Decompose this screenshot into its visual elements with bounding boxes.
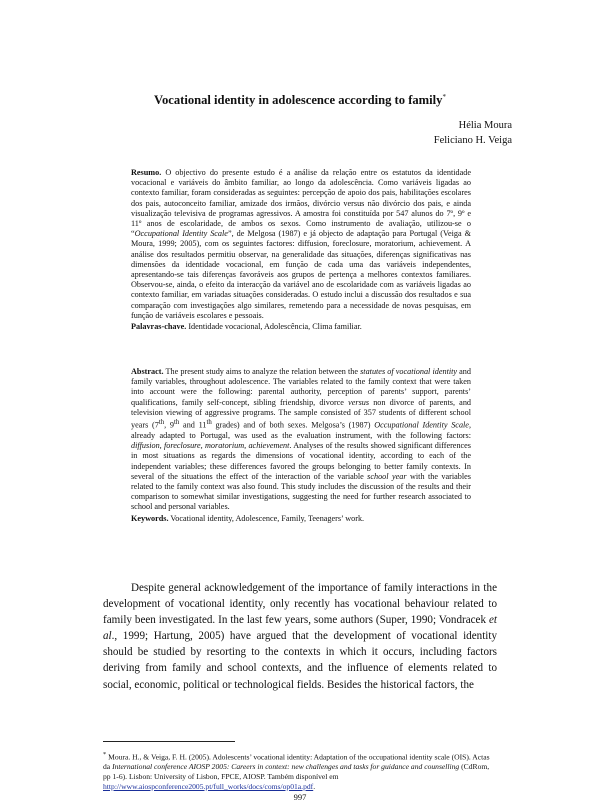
author-block bbox=[434, 118, 512, 148]
footnote-link[interactable]: http://www.aiospconference2005.pt/full_works/docs/coms/op01a.pdf bbox=[103, 781, 314, 791]
abstract-english bbox=[131, 367, 471, 524]
abstract-portuguese bbox=[131, 168, 471, 332]
keywords-pt: Palavras-chave. Identidade vocacional, Adolescência, Clima familiar. bbox=[131, 322, 362, 332]
abstract-pt-text: Resumo. O objectivo do presente estudo é a análise da relação entre os estatutos da identidade vocacional e variáveis do âmbito familiar, ao longo da adolescência. Como variáveis ligadas ao contexto familiar, foram consideradas as seguintes: percepção de apoio dos pais, habilitações escolares dos pais, autoconceito familiar, amizade dos irmãos, divórcio versus não divórcio dos pais, e ainda visualização televisiva de programas agressivos. A amostra foi constituída por 547 alunos do 7º, 9º e 11º anos de escolaridade, de ambos os sexos. Como instrumento de avaliação, utilizou-se o “Occupational Identity Scale”, de Melgosa (1987) e já objecto de adaptação para Portugal (Veiga & Moura, 1999; 2005), com os seguintes factores: diffusion, foreclosure, moratorium, achievement. A análise dos resultados permitiu observar, na generalidade das situações, diferenças significativas nas dimensões da identidade vocacional, em função de cada uma das variáveis independentes, apresentando-se tais diferenças favoráveis aos grupos de pertença a melhores contextos familiares. Observou-se, ainda, o efeito da interacção da variável ano de escolaridade com as variáveis ligadas ao contexto familiar, em variadas situações consideradas. O estudo inclui a discussão dos resultados e sua comparação com investigações algo similares, remetendo para a necessidade de novas pesquisas, em função de variáveis escolares e pessoais. bbox=[131, 168, 471, 320]
scale-name: Occupational Identity Scale bbox=[134, 229, 228, 239]
paper-title: Vocational identity in adolescence according to family* bbox=[154, 93, 446, 108]
author-name: Hélia Moura bbox=[458, 120, 512, 131]
author-name: Feliciano H. Veiga bbox=[433, 135, 512, 146]
abstract-en-text: Abstract. The present study aims to analyze the relation between the statutes of vocational identity and family variables, throughout adolescence. The variables related to the family context that were taken into account were the following: parental authority, perception of parents’ support, parents’ qualifications, family self-concept, sibling friendship, divorce versus non divorce of parents, and television viewing of aggressive programs. The sample consisted of 357 students of different school years (7th, 9th and 11th grades) and of both sexes. Melgosa’s (1987) Occupational Identity Scale, already adapted to Portugal, was used as the evaluation instrument, with the following factors: diffusion, foreclosure, moratorium, achievement. Analyses of the results showed significant differences in most situations as regards the dimensions of vocational identity, according to each of the independent variables; these differences favored the groups belonging to better family contexts. In several of the situations the effect of the interaction of the variable school year with the variables related to the family context was also found. This study includes the discussion of the results and their comparison to somewhat similar investigations, suggesting the need for further research associated to school and personal variables. bbox=[131, 367, 472, 512]
abstract-en-label: Abstract. bbox=[131, 367, 164, 376]
abstract-pt-label: Resumo. bbox=[131, 168, 162, 177]
title-footnote-marker: * bbox=[442, 93, 446, 101]
footnote-marker: * bbox=[103, 751, 107, 758]
body-paragraph: Despite general acknowledgement of the importance of family interactions in the development of vocational identity, only recently has vocational behaviour related to family been investigated. In the last few years, some authors (Super, 1990; Vondracek et al., 1999; Hartung, 2005) have argued that the development of vocational identity should be studied by resorting to the contexts in which it occurs, including factors deriving from family and school contexts, and the influence of elements related to social, economic, political or technological fields. Besides the historical factors, the bbox=[103, 582, 497, 691]
footnote: * Moura. H., & Veiga, F. H. (2005). Adolescents’ vocational identity: Adaptation of the occupational identity scale (OIS). Actas da International conference AIOSP 2005: Careers in context: new challenges and tasks for guidance and counselling (CdRom, pp 1-6). Lisbon: University of Lisbon, FPCE, AIOSP. Também disponível em http://www.aiospconference2005.pt/full_works/docs/coms/op01a.pdf. bbox=[103, 751, 490, 791]
keywords-en: Keywords. Vocational identity, Adolescence, Family, Teenagers’ work. bbox=[131, 513, 365, 523]
footnote-divider bbox=[103, 741, 235, 742]
page-number: 997 bbox=[293, 792, 307, 802]
